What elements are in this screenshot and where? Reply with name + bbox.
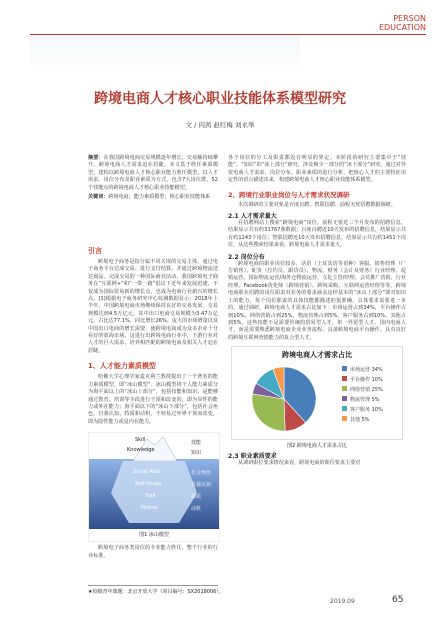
abstract [88,155,218,201]
subsection-2-1-paragraph: 在招聘网站上搜索“跨境电商”岗位，前程无忧近三个月发布的招聘信息，结果显示共有约31767条数据；百度百聘近10天发布的招聘信息，结果显示共有约1243个岗位；智联招聘近10天发布招聘信息，结果显示共有约1451个岗位，从这些搜索结果来看，跨境电商人才需求量大。 [228,220,406,249]
legend-label-1: 市场运营 34% [350,367,383,374]
pie-slice-3 [252,394,285,431]
section-label-2: EDUCATION [378,23,426,32]
iceberg-label-skill: Skill [135,437,146,444]
keywords: 跨境电商；能力素质模型；核心职业技能体系 [108,194,211,201]
iceberg-label-motive: Motive [141,505,158,512]
section-1-paragraph: 哈佛大学心理学家麦克利兰教授提出了一个著名的能力素质模型，即“冰山模型”。冰山模型将个人能力素质分为海平面以上的“冰山上部分”，包括技能和知识，是能够通过教育、培训等手段进行干预和改变的，即为显性的能力或外在能力；海平面以下的“冰山下部分”，包括社会角色、自我认知、特质和动机，不轻易过外界干预而改变，即为隐性能力或是内在能力。 [88,374,218,425]
legend-swatch-5 [342,406,347,411]
subsection-2-3: 2.3 职业素质要求 [228,453,277,461]
figure-1-caption: 图1 冰山模型 [139,532,169,539]
legend-swatch-1 [342,366,347,371]
page-title: 跨境电商人才核心职业技能体系模型研究 [94,91,346,107]
iceberg-label-cn-3: 社会角色 [191,470,212,477]
section-1-heading: 1、人才能力素质模型 [88,362,156,371]
column-left [88,246,218,560]
header-rule [30,34,426,35]
section-label-1: PERSON [393,14,426,23]
iceberg-label-cn-2: 知识 [191,450,202,457]
iceberg-label-cn-6: 动机 [191,506,202,513]
keywords-label: 关键词： [88,194,109,201]
section-2-heading: 2、跨境行业职业岗位与人才需求状况调研 [228,190,350,199]
iceberg-label-cn-5: 特质 [191,494,202,501]
legend-label-2: 平台操作 10% [350,377,383,384]
column-right-top: 各个岗位的分工及职责都没有明显的界定。本阶段的研究主要集中于“技能”、“知识”的“冰上部分”研究，涉及极少一部分的“冰下部分”研究。通过对外贸电商人才需求、岗位分布、职业素质的进行分析，把核心人才的主要特征用定性的语言描述出来，构建跨境电商人才核心职业技能体系模型。 [228,155,406,184]
chart-title: 跨境电商人才需求占比 [282,351,352,360]
footer-rule [88,585,218,586]
header-decoration [30,36,300,76]
iceberg-label-social-role: Social Role [133,469,161,476]
legend-swatch-4 [342,396,347,401]
column-right [228,155,406,468]
legend-swatch-3 [342,386,347,391]
section-2-paragraph: 本次调研的主要对象是百度百聘、智联招聘、前程无忧招聘数据调研。 [238,201,396,208]
abstract-text: 在我国跨境电商交易规模逐年增长、交易额持续攀升，跨境电商人才需求迫在眉睫。本文基于胜任素质模型，建构以跨境电商人才核心职业能力胜任模型。以人才需求、岗位分布及职业素质为方式，包含7大岗位群、52个技能点的跨境电商人才核心职业技能模型。 [88,155,218,191]
issue-date: 2019.09 [330,598,355,605]
section-header [379,14,426,32]
legend-label-6: 其他 5% [350,417,370,424]
subsection-2-2: 2.2 岗位分布 [228,253,265,261]
subsection-2-1: 2.1 人才需求量大 [228,213,277,221]
legend-swatch-6 [342,416,347,421]
intro-paragraph: 跨境电子商务是指分属不同关境的交易主体，通过电子商务平台达成交易、进行支付结算，并通过跨境物流送达商品、完成交易的一种国际商业活动。我国跨境电子商务在“互联网+”和“一带一路”倡议下近年来发展迅速，不仅成为国际贸易新的增长点，也成为电商行业新兴的增长点。[1]根据电子商务研究中心监测数据显示：2018年上半年，中国跨境电商市场继续保持良好的交易发展，交易规模达到4.5万亿元，其中出口电商交易规模为3.47万亿元，占比达77.1%，同比增长26%。庞大的市场增量以及中国出口电商的增长需要，使跨境电商成为众多企业十分看好的蓝海市场。这进行出跨境电商行业中，下游行业对人才的巨大需求，培养相匹配的跨境电商及相关人才迫在眉睫。 [88,259,218,354]
iceberg-label-knowledge: Knowledge [127,447,155,454]
subsection-2-3-paragraph: 从调研职位要求情况来看，跨境电商的职位要求主要对 [238,460,361,467]
column-left-tail: 跨境电子商务类岗位的专业能力胜任，整个行业的行业标准、 [88,545,218,559]
iceberg-label-cn-4: 自我认知 [191,482,212,489]
iceberg-label-cn-1: 技能 [191,440,202,447]
abstract-label: 摘要： [88,155,104,161]
iceberg-label-self-image: Self-Image [135,481,162,488]
figure-1 [88,432,220,542]
legend-label-4: 物流管理 5% [350,397,380,404]
authors: 文 / 闪茜 赵红梅 刘永举 [185,121,255,129]
intro-heading: 引言 [88,247,102,255]
iceberg-label-trait: Trait [145,493,156,500]
subsection-2-2-paragraph: 跨境电商的职业岗位较多，话语（土耳其语等语种）客服、销售经理（广告销售）、配货（拉钓员、跟货员）、物流、财务（会计及财务）行业经理、促销运营、国际物流运营/海外仓物流运营、文化主管/经理、会员推广营销、行业经理、Facebook优化师（跨境营销）、跨境采购、互联网运营经理等等。跨境电商职业招聘的岗位职责对业务的要求涵盖这样基本的“冰山上部分”即对知识上的能力，每个岗位职责的具体技能都描述的很准确，具体要求需要进一步的，通过调研，跨境电商人才需求占比如下：市场运营占到34%，平台操作占到10%，网络营销占到25%，物流管理占到5%，客户服务占到10%，其他占到5%，这些技能不是需要传统的贸易型人才，单一外贸型人才、国内电商人才，而是需要熟悉跨境电商企业业务流程、具备跨境电商平台操作、具有良好的跨境互联网营销能力的复合型人才。 [228,260,406,341]
page-number: 65 [392,595,404,605]
pie-chart [232,361,402,439]
legend-label-3: 网络营销 25% [350,387,383,394]
funding-note: ★校级青年课题：北京开放大学（项目编号：SX2018006）。 [88,589,224,595]
figure-2-caption: 图2 跨境电商人才需求占比 [287,443,347,450]
legend-swatch-2 [342,376,347,381]
legend-label-5: 客户服务 10% [350,407,383,414]
figure-2 [231,346,403,440]
